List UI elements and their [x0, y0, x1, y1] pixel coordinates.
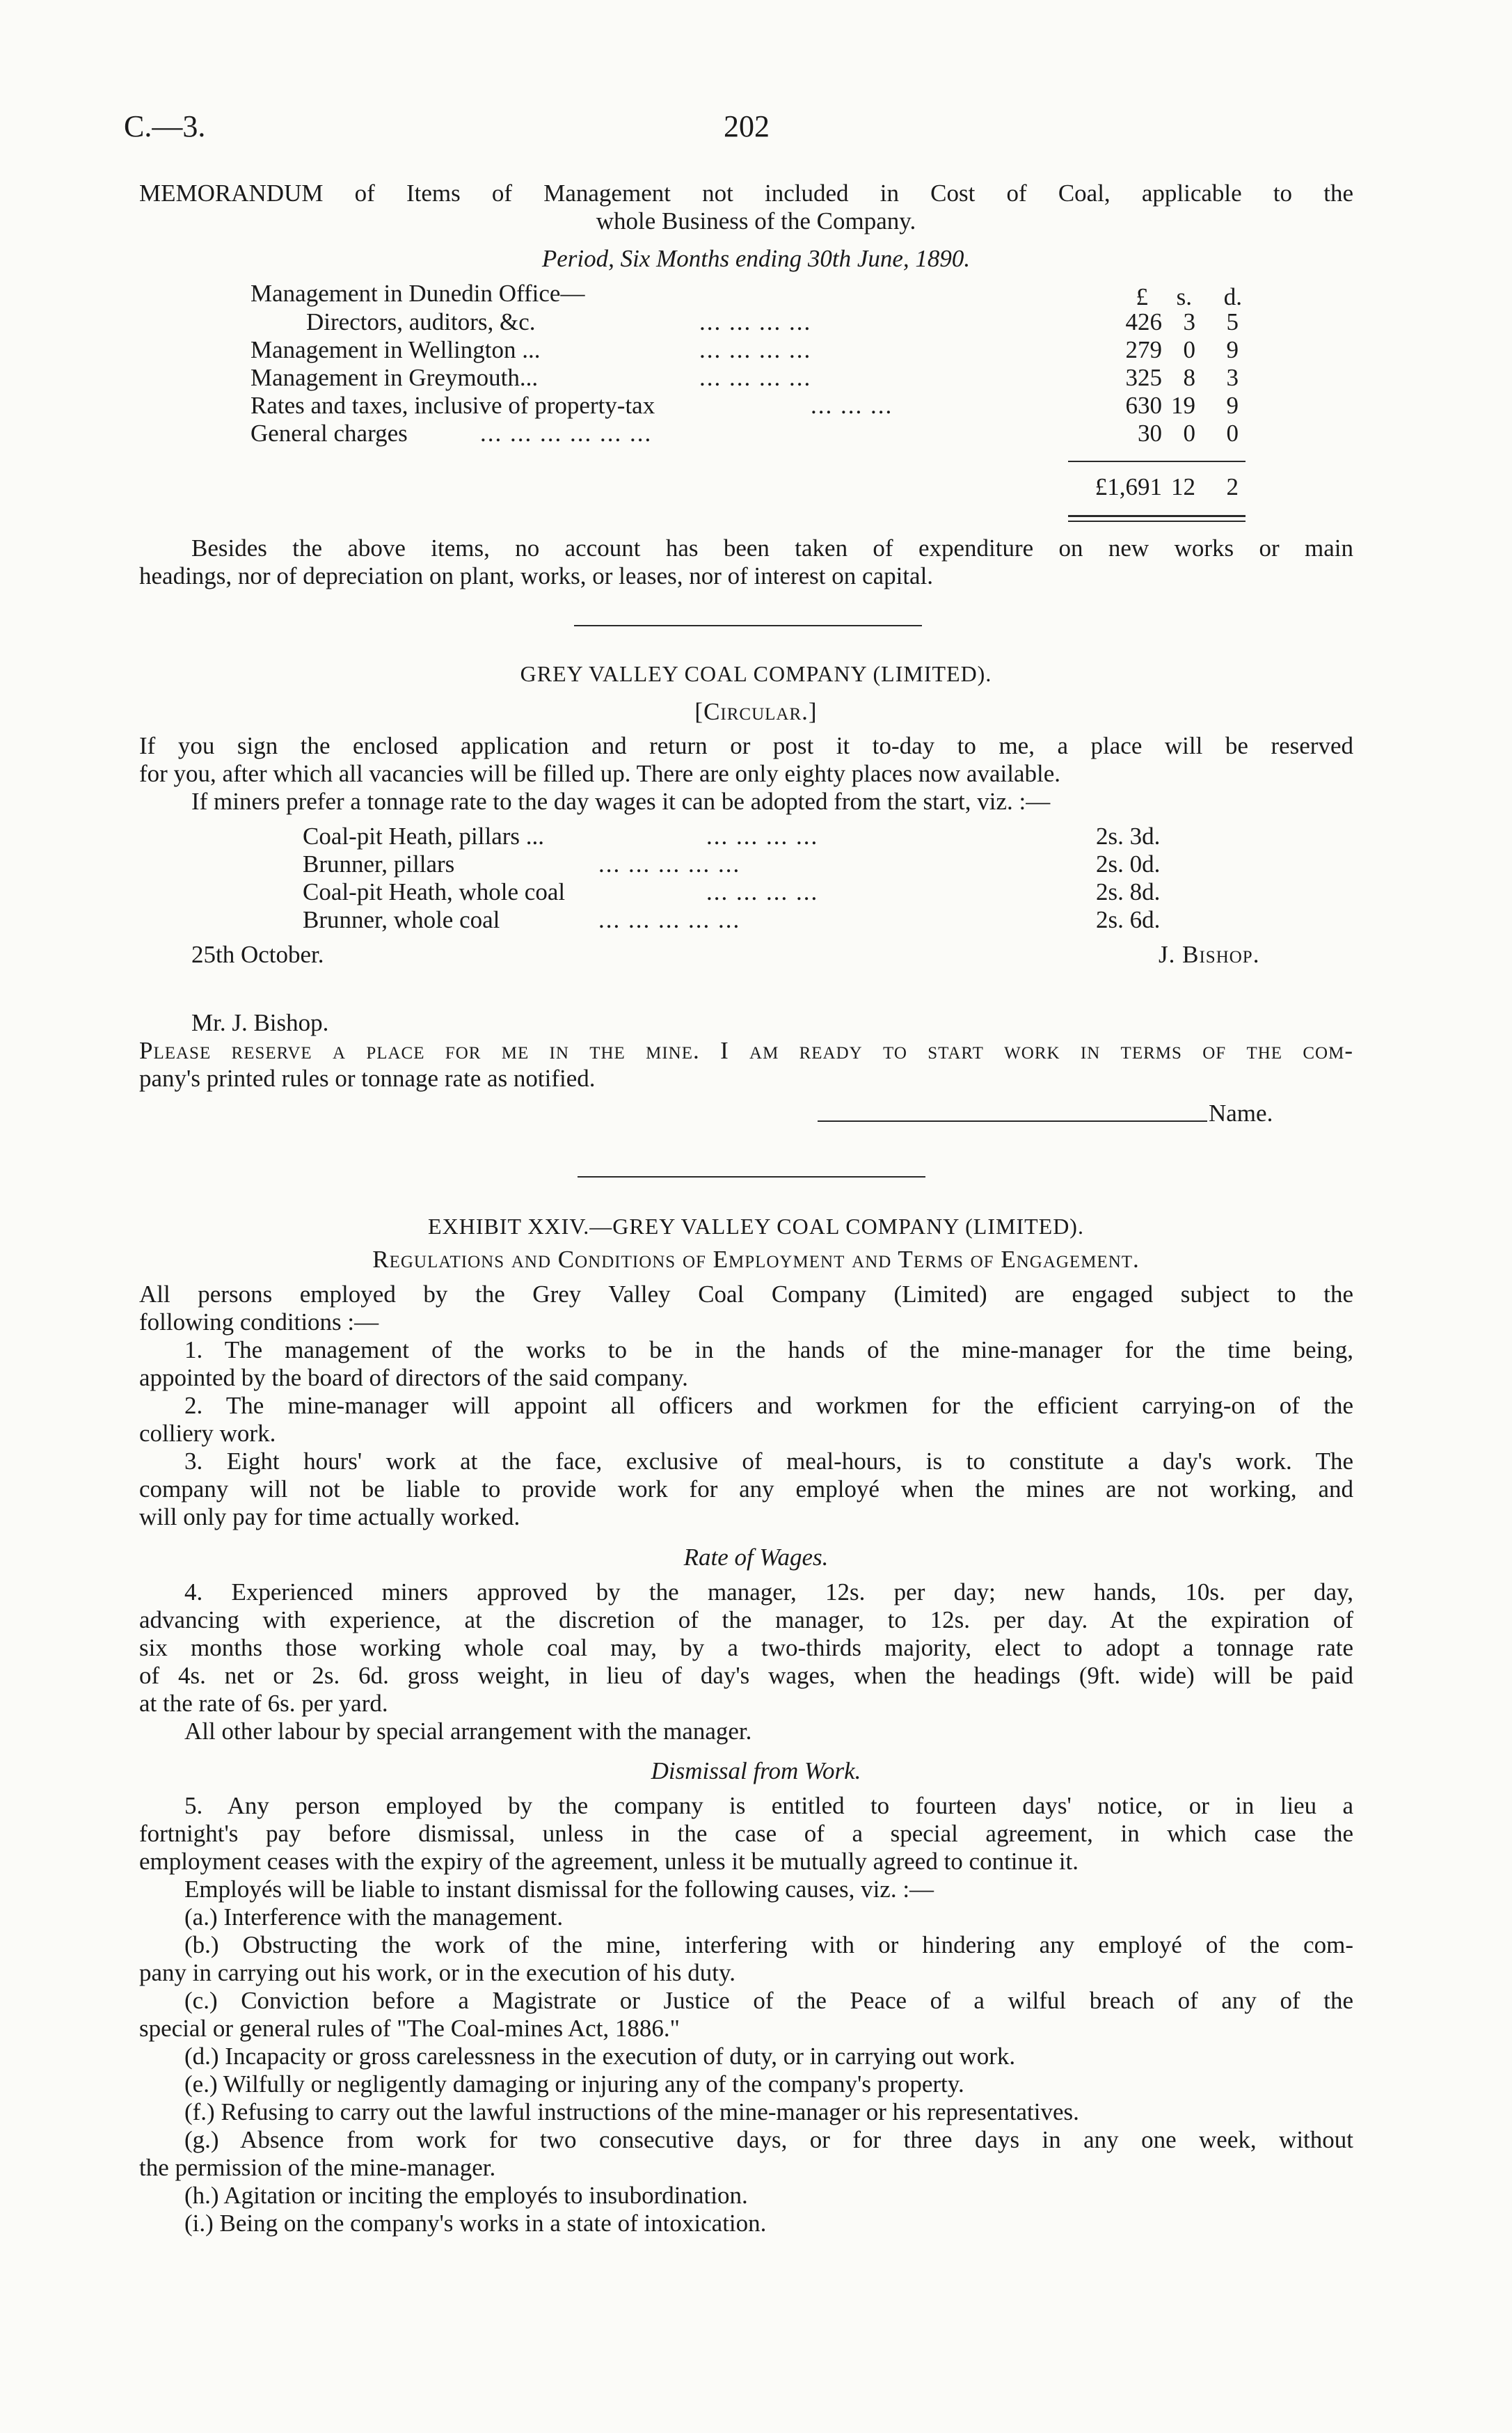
circular-signature: J. Bishop.	[1159, 941, 1260, 968]
dismissal-line: (c.) Conviction before a Magistrate or Justice of the Peace of a wilful breach of any of the	[184, 1987, 1353, 2014]
item-label: Rates and taxes, inclusive of property-tax	[250, 392, 655, 419]
item-label: Management in Wellington ...	[250, 336, 541, 363]
total-shillings: 12	[1171, 473, 1195, 500]
item-pence: 5	[1226, 308, 1239, 335]
dismissal-line: (d.) Incapacity or gross carelessness in the execution of duty, or in carrying out work.	[184, 2043, 1016, 2070]
exhibit-subtitle: Regulations and Conditions of Employment and Terms of Engagement.	[372, 1246, 1140, 1273]
rate-value: 2s. 3d.	[1096, 823, 1161, 850]
circular-para: If you sign the enclosed application and return or post it to-day to me, a place will be reserved	[139, 732, 1353, 759]
exhibit-line: 1. The management of the works to be in the hands of the mine-manager for the time being,	[184, 1336, 1353, 1363]
dismissal-line: (b.) Obstructing the work of the mine, interfering with or hindering any employé of the com-	[184, 1931, 1353, 1958]
wages-line: six months those working whole coal may, by a two-thirds majority, elect to adopt a tonnage rate	[139, 1634, 1353, 1661]
circular-date: 25th October.	[191, 941, 324, 968]
circular-para-cont: for you, after which all vacancies will be filled up. There are only eighty places now available.	[139, 760, 1060, 787]
col-shillings: s.	[1176, 283, 1192, 310]
dismissal-line: (g.) Absence from work for two consecutive days, or for three days in any one week, without	[184, 2126, 1353, 2153]
section-divider	[574, 625, 922, 626]
rate-label: Coal-pit Heath, pillars ...	[303, 823, 545, 850]
wages-line: 4. Experienced miners approved by the manager, 12s. per day; new hands, 10s. per day,	[184, 1578, 1353, 1606]
item-pence: 3	[1226, 364, 1239, 391]
circular-label: [Circular.]	[694, 698, 818, 725]
section-divider	[578, 1176, 925, 1178]
reply-text-cont: pany's printed rules or tonnage rate as notified.	[139, 1065, 596, 1092]
signature-line	[818, 1120, 1207, 1122]
exhibit-line: 2. The mine-manager will appoint all officers and workmen for the efficient carrying-on of the	[184, 1392, 1353, 1419]
rate-label: Brunner, pillars	[303, 850, 455, 878]
dismissal-line: special or general rules of "The Coal-mines Act, 1886."	[139, 2015, 680, 2042]
dot-leader: ... ... ...	[811, 392, 893, 419]
exhibit-line: following conditions :—	[139, 1308, 379, 1336]
exhibit-line: will only pay for time actually worked.	[139, 1503, 520, 1530]
memorandum-title: MEMORANDUM of Items of Management not included in Cost of Coal, applicable to the	[139, 180, 1353, 207]
item-pounds: 630	[1125, 392, 1162, 419]
dot-leader: ... ... ... ...	[699, 364, 812, 391]
item-shillings: 8	[1183, 364, 1195, 391]
reply-text: Please reserve a place for me in the mine. I am ready to start work in terms of the com-	[139, 1037, 1353, 1064]
memorandum-note: Besides the above items, no account has been taken of expenditure on new works or main	[191, 534, 1353, 562]
col-pounds: £	[1136, 283, 1148, 310]
col-pence: d.	[1223, 283, 1242, 310]
total-rule-double	[1068, 521, 1246, 522]
page-number: 202	[724, 109, 770, 143]
wages-line: of 4s. net or 2s. 6d. gross weight, in lieu of day's wages, when the headings (9ft. wide) will be paid	[139, 1662, 1353, 1689]
memorandum-period: Period, Six Months ending 30th June, 1890.	[541, 245, 971, 272]
circular-company: GREY VALLEY COAL COMPANY (LIMITED).	[520, 661, 992, 686]
dot-leader: ... ... ... ...	[699, 308, 812, 335]
item-shillings: 0	[1183, 420, 1195, 447]
dot-leader: ... ... ... ...	[706, 823, 819, 850]
dot-leader: ... ... ... ...	[706, 878, 819, 905]
name-label: Name.	[1209, 1100, 1273, 1127]
heading-rate-of-wages: Rate of Wages.	[683, 1544, 829, 1571]
wages-line: advancing with experience, at the discretion of the manager, to 12s. per day. At the expiration of	[139, 1606, 1353, 1633]
rate-value: 2s. 0d.	[1096, 850, 1161, 878]
dismissal-line: (e.) Wilfully or negligently damaging or injuring any of the company's property.	[184, 2070, 964, 2098]
dismissal-line: fortnight's pay before dismissal, unless in the case of a special agreement, in which case the	[139, 1820, 1353, 1847]
item-pence: 0	[1226, 420, 1239, 447]
page-reference: C.—3.	[124, 109, 206, 143]
dismissal-line: Employés will be liable to instant dismissal for the following causes, viz. :—	[184, 1876, 934, 1903]
dismissal-line: (f.) Refusing to carry out the lawful instructions of the mine-manager or his representatives.	[184, 2098, 1079, 2125]
memorandum-note-cont: headings, nor of depreciation on plant, works, or leases, nor of interest on capital.	[139, 562, 934, 589]
rate-value: 2s. 6d.	[1096, 906, 1161, 933]
item-pounds: 30	[1138, 420, 1162, 447]
dot-leader: ... ... ... ... ...	[598, 906, 741, 933]
wages-line: at the rate of 6s. per yard.	[139, 1690, 388, 1717]
dismissal-line: (h.) Agitation or inciting the employés to insubordination.	[184, 2182, 748, 2209]
exhibit-line: company will not be liable to provide work for any employé when the mines are not working, and	[139, 1475, 1353, 1503]
item-shillings: 0	[1183, 336, 1195, 363]
item-shillings: 19	[1171, 392, 1195, 419]
group-label: Management in Dunedin Office—	[250, 280, 585, 307]
dot-leader: ... ... ... ... ... ...	[480, 420, 653, 447]
memorandum-title-cont: whole Business of the Company.	[596, 207, 916, 235]
item-pounds: 279	[1125, 336, 1162, 363]
exhibit-title: EXHIBIT XXIV.—GREY VALLEY COAL COMPANY (LIMITED).	[428, 1214, 1084, 1239]
item-label: Directors, auditors, &c.	[306, 308, 536, 335]
item-label: General charges	[250, 420, 408, 447]
item-shillings: 3	[1183, 308, 1195, 335]
dismissal-line: (i.) Being on the company's works in a state of intoxication.	[184, 2210, 767, 2237]
rate-value: 2s. 8d.	[1096, 878, 1161, 905]
dot-leader: ... ... ... ...	[699, 336, 812, 363]
item-label: Management in Greymouth...	[250, 364, 539, 391]
rate-label: Brunner, whole coal	[303, 906, 500, 933]
dismissal-line: pany in carrying out his work, or in the execution of his duty.	[139, 1959, 736, 1986]
item-pounds: 325	[1125, 364, 1162, 391]
exhibit-line: appointed by the board of directors of the said company.	[139, 1364, 688, 1391]
reply-addressee: Mr. J. Bishop.	[191, 1009, 329, 1036]
dismissal-line: the permission of the mine-manager.	[139, 2154, 496, 2181]
exhibit-line: 3. Eight hours' work at the face, exclusive of meal-hours, is to constitute a day's work. The	[184, 1448, 1353, 1475]
total-rule-bottom	[1068, 515, 1246, 517]
circular-tonnage-note: If miners prefer a tonnage rate to the day wages it can be adopted from the start, viz. :—	[191, 788, 1051, 815]
dismissal-line: employment ceases with the expiry of the agreement, unless it be mutually agreed to continue it.	[139, 1848, 1079, 1875]
rate-label: Coal-pit Heath, whole coal	[303, 878, 566, 905]
dot-leader: ... ... ... ... ...	[598, 850, 741, 878]
item-pence: 9	[1226, 392, 1239, 419]
wages-line: All other labour by special arrangement with the manager.	[184, 1718, 752, 1745]
total-rule-top	[1068, 461, 1246, 462]
dismissal-line: (a.) Interference with the management.	[184, 1903, 564, 1931]
exhibit-line: All persons employed by the Grey Valley Coal Company (Limited) are engaged subject to the	[139, 1281, 1353, 1308]
item-pounds: 426	[1125, 308, 1162, 335]
dismissal-line: 5. Any person employed by the company is entitled to fourteen days' notice, or in lieu a	[184, 1792, 1353, 1819]
total-pounds: £1,691	[1095, 473, 1162, 500]
total-pence: 2	[1226, 473, 1239, 500]
item-pence: 9	[1226, 336, 1239, 363]
heading-dismissal: Dismissal from Work.	[651, 1757, 861, 1784]
exhibit-line: colliery work.	[139, 1420, 276, 1447]
